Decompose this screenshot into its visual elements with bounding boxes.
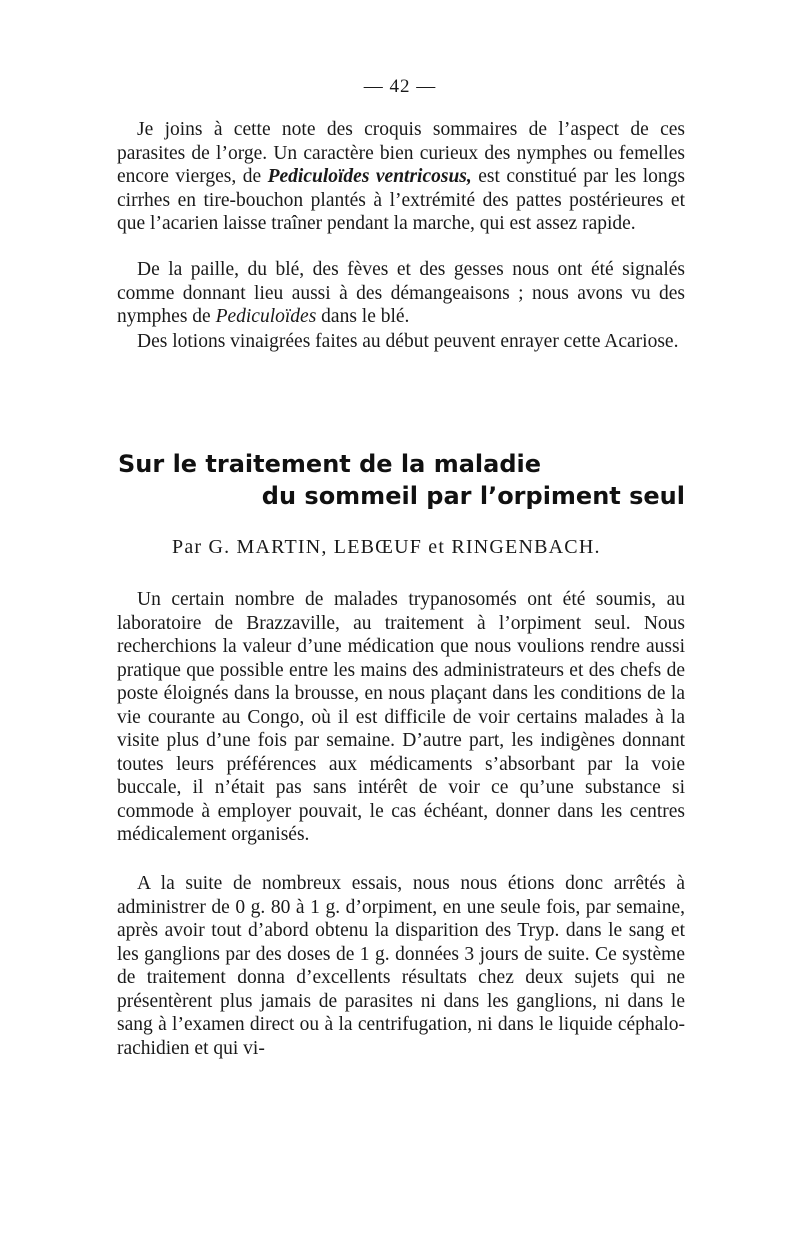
- page-number: — 42 —: [363, 76, 437, 97]
- paragraph-lotions: [117, 330, 685, 354]
- paragraph-paille: [117, 258, 685, 329]
- paragraph-paille-text-c: dans le blé.: [316, 306, 410, 327]
- paragraph-intro: [117, 588, 685, 847]
- genus-name: Pediculoïdes: [215, 306, 317, 327]
- paragraph-essais-text: A la suite de nombreux essais, nous nous étions donc arrêtés à administrer de 0 g. 80 à 1 g. d’orpiment, en une seule fois, par semaine, après avoir tout d’abord obtenu la disparition des Tryp. dans le sang et les ganglions par des doses de 1 g. données 3 jours de suite. Ce système de traitement donna d’excellents résultats chez deux sujets qui ne présentèrent plus jamais de parasites ni dans les ganglions, ni dans le sang à l’examen direct ou à la centrifugation, ni dans le liquide céphalo-rachidien et qui vi-: [117, 873, 685, 1059]
- authors-byline: Par G. MARTIN, LEBŒUF et RINGENBACH.: [172, 536, 601, 558]
- paragraph-essais: [117, 872, 685, 1060]
- article-title-line-1: Sur le traitement de la maladie: [118, 450, 541, 478]
- article-title-line-2: du sommeil par l’orpiment seul: [261, 482, 685, 510]
- species-name: Pediculoïdes ventricosus,: [267, 166, 472, 187]
- paragraph-lotions-text: Des lotions vinaigrées faites au début peuvent enrayer cette Acariose.: [137, 331, 679, 352]
- paragraph-paille-text-a: De la paille, du blé, des fèves et des gesses nous ont été signalés comme donnant lieu aussi à des démangeaisons ; nous avons vu des nymphes de: [117, 259, 685, 327]
- paragraph-croquis-text-c: est constitué par les longs cirrhes en tire-bouchon plantés à l’extrémité des pattes postérieures et que l’acarien laisse traîner pendant la marche, qui est assez rapide.: [117, 166, 685, 234]
- paragraph-croquis: [117, 118, 685, 236]
- paragraph-croquis-text-a: Je joins à cette note des croquis sommaires de l’aspect de ces parasites de l’orge. Un caractère bien curieux des nymphes ou femelles encore vierges, de: [117, 119, 685, 187]
- paragraph-intro-text: Un certain nombre de malades trypanosomés ont été soumis, au laboratoire de Brazzaville, au traitement à l’orpiment seul. Nous recherchions la valeur d’une médication que nous voulions rendre aussi pratique que possible entre les mains des administrateurs et des chefs de poste éloignés dans la brousse, en nous plaçant dans les conditions de la vie courante au Congo, où il est difficile de voir certains malades à la visite plus d’une fois par semaine. D’autre part, les indigènes donnant toutes leurs préférences aux médicaments s’absorbant par la voie buccale, il n’était pas sans intérêt de voir ce qu’une substance si commode à employer pouvait, le cas échéant, donner dans les centres médicalement organisés.: [117, 589, 685, 845]
